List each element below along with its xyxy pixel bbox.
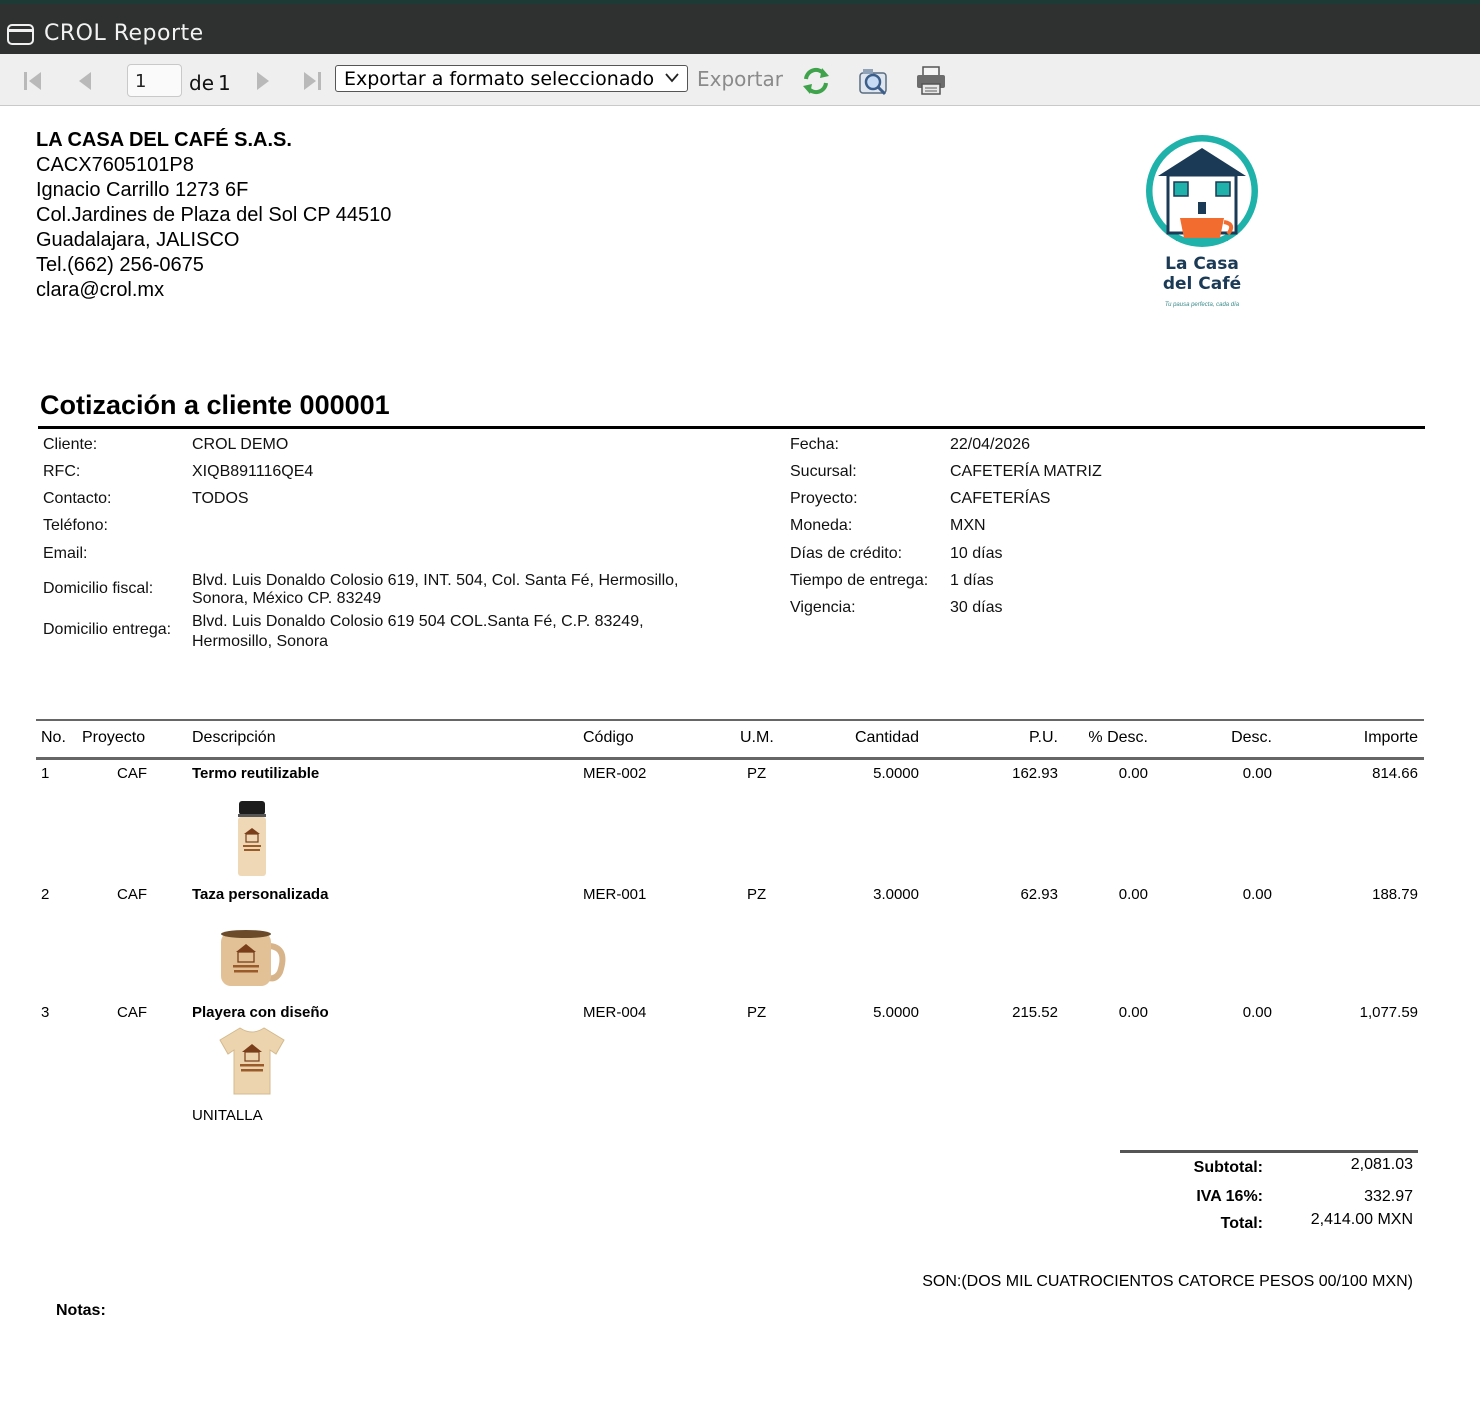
row-unit-price: 215.52 xyxy=(1012,1004,1058,1021)
company-email: clara@crol.mx xyxy=(36,279,165,301)
delivery-time-value: 1 días xyxy=(950,572,994,589)
branch-label: Sucursal: xyxy=(790,463,857,480)
fiscal-address-value xyxy=(192,571,752,608)
page-total: 1 xyxy=(218,71,231,95)
validity-label: Vigencia: xyxy=(790,599,856,616)
row-no: 3 xyxy=(41,1004,50,1021)
date-label: Fecha: xyxy=(790,436,839,453)
page-of-label: de xyxy=(189,71,214,95)
row-no: 1 xyxy=(41,765,50,782)
branch-value: CAFETERÍA MATRIZ xyxy=(950,463,1102,480)
delivery-address-line1: Blvd. Luis Donaldo Colosio 619 504 COL.Santa Fé, C.P. 83249, xyxy=(192,613,644,630)
logo-brand-text xyxy=(1140,254,1264,294)
client-value: CROL DEMO xyxy=(192,436,289,453)
fiscal-address-label: Domicilio fiscal: xyxy=(43,580,154,597)
row-code: MER-002 xyxy=(583,765,647,782)
row-unit: PZ xyxy=(747,765,767,782)
row-code: MER-004 xyxy=(583,1004,647,1021)
row-amount: 1,077.59 xyxy=(1359,1004,1418,1021)
rfc-label: RFC: xyxy=(43,463,81,480)
logo-brand-line1: La Casa xyxy=(1165,254,1239,274)
row-description: Taza personalizada xyxy=(192,886,329,903)
row-unit: PZ xyxy=(747,1004,767,1021)
last-page-icon[interactable] xyxy=(301,69,323,93)
col-header-unit: U.M. xyxy=(740,729,774,746)
row-code: MER-001 xyxy=(583,886,647,903)
report-toolbar xyxy=(0,54,1480,106)
company-logo xyxy=(1140,132,1264,317)
row-note: UNITALLA xyxy=(192,1107,263,1124)
contact-label: Contacto: xyxy=(43,490,112,507)
total-label: Total: xyxy=(1220,1215,1263,1232)
row-amount: 188.79 xyxy=(1372,886,1418,903)
export-format-select[interactable] xyxy=(335,65,688,92)
row-discount: 0.00 xyxy=(1242,886,1272,903)
tshirt-product-image xyxy=(218,1026,286,1096)
contact-value: TODOS xyxy=(192,490,249,507)
delivery-address-line2: Hermosillo, Sonora xyxy=(192,633,329,650)
table-top-border xyxy=(36,719,1424,721)
row-unit-price: 62.93 xyxy=(1020,886,1058,903)
row-description: Termo reutilizable xyxy=(192,765,320,782)
logo-tagline: Tu pausa perfecta, cada día xyxy=(1164,302,1240,308)
col-header-discount: Desc. xyxy=(1231,729,1272,746)
col-header-no: No. xyxy=(41,729,66,746)
company-address-line2: Col.Jardines de Plaza del Sol CP 44510 xyxy=(36,204,392,226)
row-quantity: 5.0000 xyxy=(873,765,919,782)
row-project: CAF xyxy=(117,1004,147,1021)
delivery-time-label: Tiempo de entrega: xyxy=(790,572,929,589)
export-format-value: Exportar a formato seleccionado xyxy=(344,68,655,90)
row-amount: 814.66 xyxy=(1372,765,1418,782)
validity-value: 30 días xyxy=(950,599,1003,616)
row-unit: PZ xyxy=(747,886,767,903)
thermos-product-image xyxy=(234,800,270,878)
phone-label: Teléfono: xyxy=(43,517,108,534)
row-discount: 0.00 xyxy=(1242,1004,1272,1021)
fiscal-address-line1: Blvd. Luis Donaldo Colosio 619, INT. 504, Col. Santa Fé, Hermosillo, xyxy=(192,572,679,589)
company-address-line1: Ignacio Carrillo 1273 6F xyxy=(36,179,249,201)
row-discount: 0.00 xyxy=(1242,765,1272,782)
subtotal-label: Subtotal: xyxy=(1193,1159,1263,1176)
title-divider xyxy=(38,426,1425,429)
project-label: Proyecto: xyxy=(790,490,858,507)
col-header-unit-price: P.U. xyxy=(1028,729,1058,746)
credit-days-label: Días de crédito: xyxy=(790,545,903,562)
row-quantity: 5.0000 xyxy=(873,1004,919,1021)
iva-label: IVA 16%: xyxy=(1196,1188,1263,1205)
date-value: 22/04/2026 xyxy=(950,436,1031,453)
iva-value: 332.97 xyxy=(1364,1188,1413,1205)
currency-label: Moneda: xyxy=(790,517,853,534)
row-quantity: 3.0000 xyxy=(873,886,919,903)
col-header-code: Código xyxy=(583,729,634,746)
company-city: Guadalajara, JALISCO xyxy=(36,229,240,251)
totals-divider xyxy=(1120,1150,1418,1153)
chevron-down-icon xyxy=(664,71,680,85)
col-header-description: Descripción xyxy=(192,729,276,746)
col-header-project: Proyecto xyxy=(82,729,146,746)
print-icon[interactable] xyxy=(915,65,945,95)
row-unit-price: 162.93 xyxy=(1012,765,1058,782)
fiscal-address-line2: Sonora, México CP. 83249 xyxy=(192,590,382,607)
refresh-icon[interactable] xyxy=(800,65,830,95)
amount-in-words: SON:(DOS MIL CUATROCIENTOS CATORCE PESOS 00/100 MXN) xyxy=(922,1273,1413,1290)
export-button[interactable]: Exportar xyxy=(697,67,783,91)
page-number-input[interactable]: 1 xyxy=(127,64,182,97)
currency-value: MXN xyxy=(950,517,986,534)
row-no: 2 xyxy=(41,886,50,903)
row-discount-pct: 0.00 xyxy=(1118,1004,1148,1021)
credit-days-value: 10 días xyxy=(950,545,1003,562)
company-info xyxy=(36,128,391,303)
col-header-discount-pct: % Desc. xyxy=(1088,729,1148,746)
logo-brand-line2: del Café xyxy=(1162,274,1242,294)
project-value: CAFETERÍAS xyxy=(950,490,1051,507)
window-icon xyxy=(7,24,34,45)
row-discount-pct: 0.00 xyxy=(1118,886,1148,903)
row-project: CAF xyxy=(117,886,147,903)
window-title: CROL Reporte xyxy=(44,21,204,46)
col-header-amount: Importe xyxy=(1363,729,1418,746)
email-label: Email: xyxy=(43,545,88,562)
delivery-address-label: Domicilio entrega: xyxy=(43,621,172,638)
company-phone: Tel.(662) 256-0675 xyxy=(36,254,204,276)
row-discount-pct: 0.00 xyxy=(1118,765,1148,782)
total-value: 2,414.00 MXN xyxy=(1310,1211,1413,1228)
notes-label: Notas: xyxy=(56,1302,106,1319)
first-page-icon[interactable] xyxy=(22,69,44,93)
company-name: LA CASA DEL CAFÉ S.A.S. xyxy=(36,129,292,151)
delivery-address-value xyxy=(192,612,752,651)
client-label: Cliente: xyxy=(43,436,98,453)
mug-product-image xyxy=(218,928,288,990)
col-header-quantity: Cantidad xyxy=(854,729,919,746)
window-titlebar xyxy=(0,0,1480,54)
next-page-icon[interactable] xyxy=(252,69,274,93)
house-cup-logo-icon xyxy=(1140,132,1264,252)
row-description: Playera con diseño xyxy=(192,1004,329,1021)
quote-title: Cotización a cliente 000001 xyxy=(40,390,390,420)
table-header-border xyxy=(36,757,1424,760)
prev-page-icon[interactable] xyxy=(75,69,97,93)
rfc-value: XIQB891116QE4 xyxy=(192,463,314,480)
search-icon[interactable] xyxy=(858,65,888,95)
row-project: CAF xyxy=(117,765,147,782)
subtotal-value: 2,081.03 xyxy=(1350,1156,1413,1173)
company-rfc: CACX7605101P8 xyxy=(36,154,194,176)
